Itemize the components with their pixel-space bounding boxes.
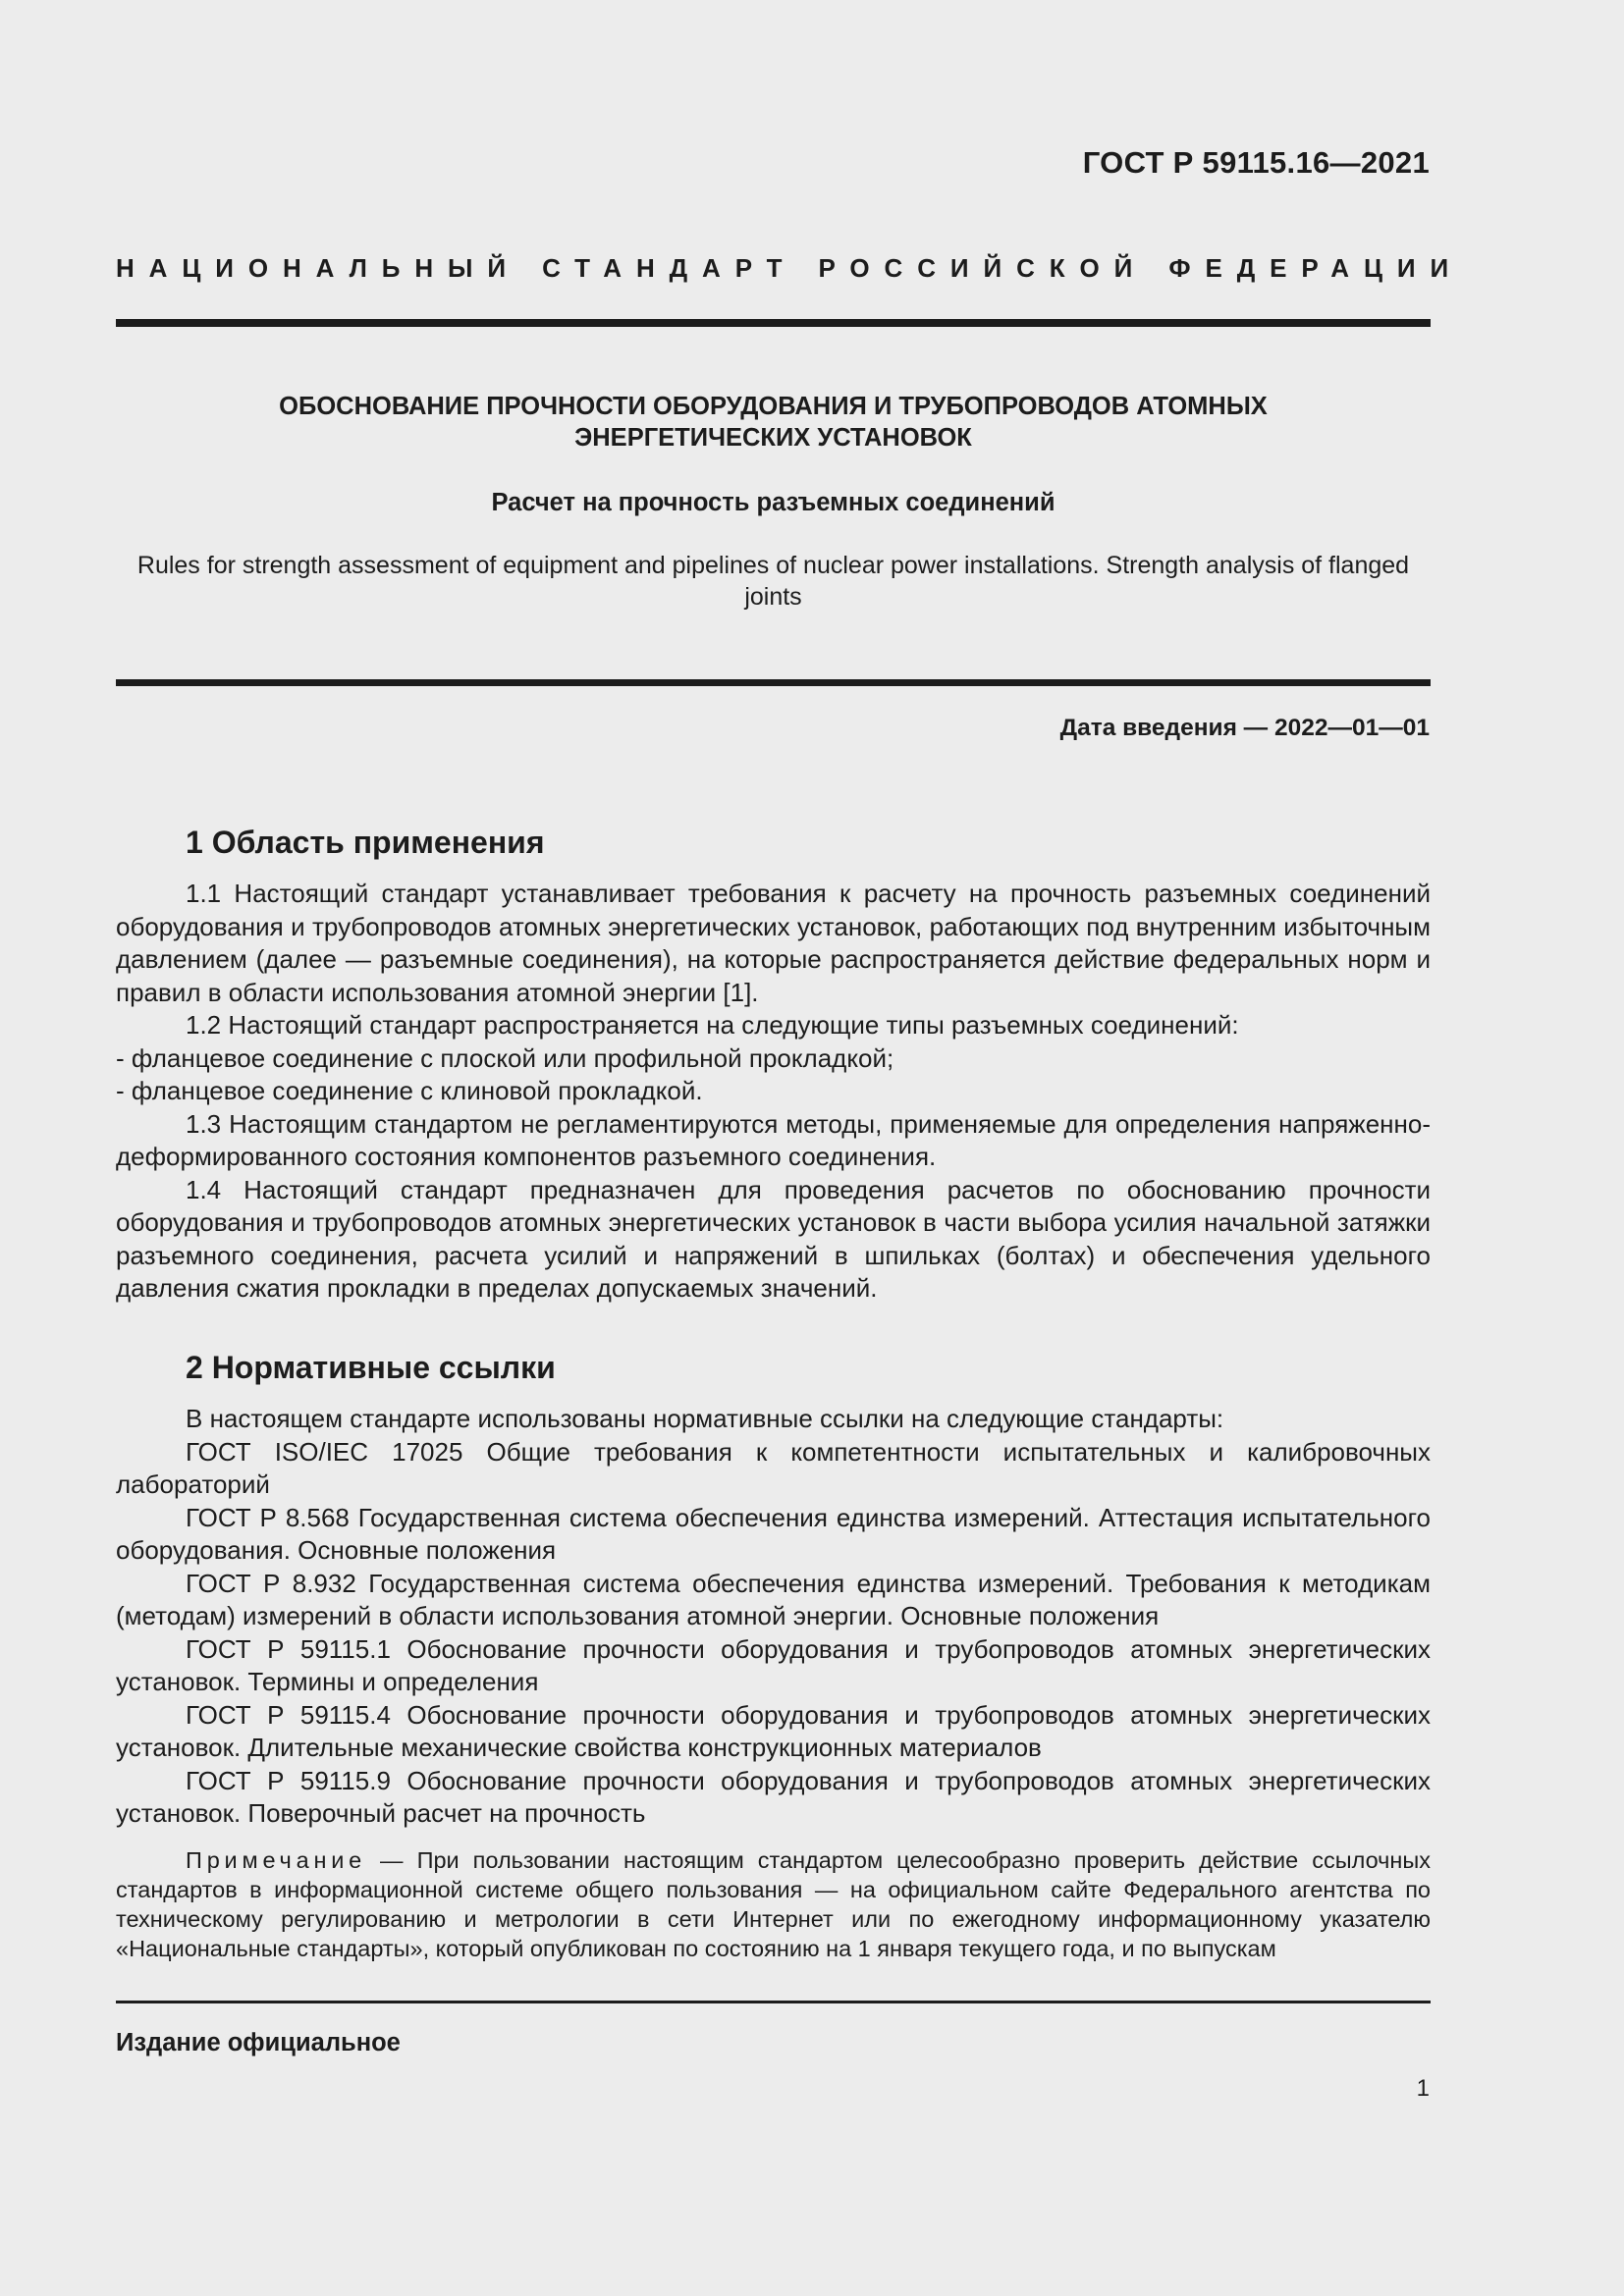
section-1-heading: 1 Область применения [186,825,545,860]
document-title [116,391,1431,454]
reference-item: ГОСТ Р 8.568 Государственная система обеспечения единства измерений. Аттестация испытательного оборудования. Основные положения [116,1502,1431,1565]
title-line-2: ЭНЕРГЕТИЧЕСКИХ УСТАНОВОК [574,424,972,452]
introduction-date: Дата введения — 2022—01—01 [1059,715,1430,741]
list-item: - фланцевое соединение с клиновой прокладкой. [116,1076,703,1105]
footer-divider [116,2001,1431,2003]
reference-item: ГОСТ ISO/IEC 17025 Общие требования к компетентности испытательных и калибровочных лабораторий [116,1436,1431,1499]
official-edition-label: Издание официальное [116,2029,401,2056]
header-divider [116,319,1431,327]
paragraph-1-1: 1.1 Настоящий стандарт устанавливает требования к расчету на прочность разъемных соединений оборудования и трубопроводов атомных энергетических установок, работающих под внутренним избыточным давлением (далее — разъемные соединения), на которые распространяется действие федеральных норм и правил в области использования атомной энергии [1]. [116,879,1431,1007]
title-line-1: ОБОСНОВАНИЕ ПРОЧНОСТИ ОБОРУДОВАНИЯ И ТРУБОПРОВОДОВ АТОМНЫХ [279,393,1268,420]
section-2-heading: 2 Нормативные ссылки [186,1350,556,1385]
section-2 [116,1348,1431,1831]
reference-item: ГОСТ Р 59115.4 Обоснование прочности оборудования и трубопроводов атомных энергетических установок. Длительные механические свойства конструкционных материалов [116,1699,1431,1762]
list-item: - фланцевое соединение с плоской или профильной прокладкой; [116,1042,894,1073]
paragraph-1-2: 1.2 Настоящий стандарт распространяется на следующие типы разъемных соединений: [186,1010,1239,1040]
reference-item: ГОСТ Р 59115.1 Обоснование прочности оборудования и трубопроводов атомных энергетических установок. Термины и определения [116,1633,1431,1696]
reference-item: ГОСТ Р 59115.9 Обоснование прочности оборудования и трубопроводов атомных энергетических установок. Поверочный расчет на прочность [116,1765,1431,1828]
note-text: — При пользовании настоящим стандартом целесообразно проверить действие ссылочных стандартов в информационной системе общего пользования — на официальном сайте Федерального агентства по техническому регулированию и метрологии в сети Интернет или по ежегодному информационному указателю «Национальные стандарты», который опубликован по состоянию на 1 января текущего года, и по выпускам [116,1847,1431,1961]
section-1 [116,823,1431,1306]
english-title: Rules for strength assessment of equipment and pipelines of nuclear power installations. Strength analysis of flanged joints [136,552,1410,611]
paragraph-1-3: 1.3 Настоящим стандартом не регламентируются методы, применяемые для определения напряженно-деформированного состояния компонентов разъемного соединения. [116,1108,1431,1171]
paragraph-1-4: 1.4 Настоящий стандарт предназначен для проведения расчетов по обоснованию прочности оборудования и трубопроводов атомных энергетических установок в части выбора усилия начальной затяжки разъемного соединения, расчета усилий и напряжений в шпильках (болтах) и обеспечения удельного давления сжатия прокладки в пределах допускаемых значений. [116,1174,1431,1303]
note [116,1845,1431,1963]
national-standard-banner: НАЦИОНАЛЬНЫЙ СТАНДАРТ РОССИЙСКОЙ ФЕДЕРАЦИИ [116,253,1464,283]
document-subtitle: Расчет на прочность разъемных соединений [491,489,1056,516]
note-label: Примечание [186,1847,367,1873]
section-2-intro: В настоящем стандарте использованы нормативные ссылки на следующие стандарты: [186,1404,1224,1433]
title-divider [116,679,1431,686]
standard-number: ГОСТ Р 59115.16—2021 [1082,145,1430,180]
reference-item: ГОСТ Р 8.932 Государственная система обеспечения единства измерений. Требования к методикам (методам) измерений в области использования атомной энергии. Основные положения [116,1568,1431,1630]
page-number: 1 [1416,2075,1430,2102]
